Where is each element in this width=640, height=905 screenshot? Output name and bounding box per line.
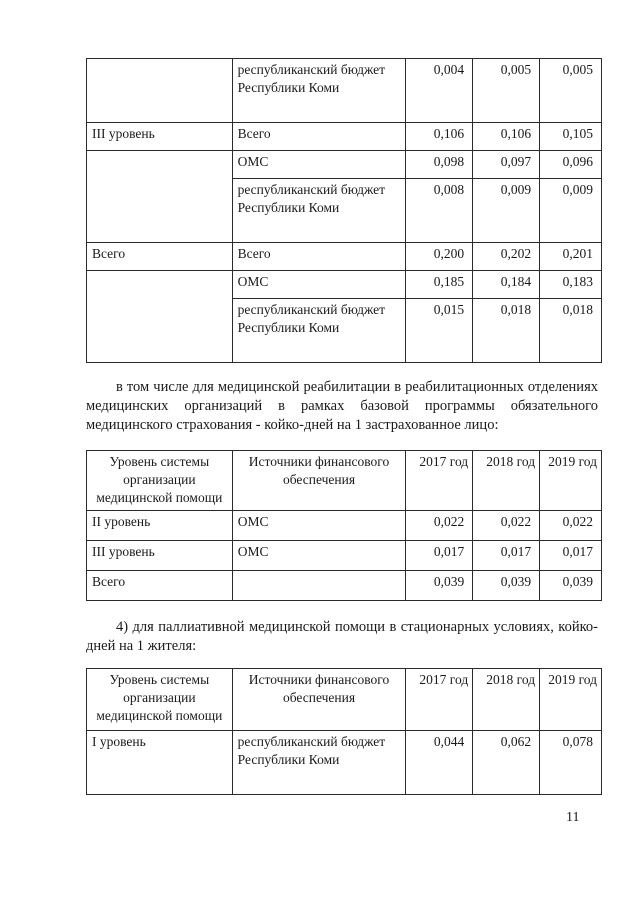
value-2018: 0,039 <box>473 571 540 601</box>
level-cell <box>87 151 233 243</box>
source-cell: республиканский бюджет Республики Коми <box>232 299 406 363</box>
level-cell: I уровень <box>87 731 233 795</box>
source-cell: ОМС <box>232 511 406 541</box>
source-cell: ОМС <box>232 541 406 571</box>
palliative-paragraph <box>86 618 598 656</box>
value-2019: 0,078 <box>540 731 602 795</box>
value-2017: 0,185 <box>406 271 473 299</box>
source-cell: республиканский бюджет Республики Коми <box>232 59 406 123</box>
value-2019: 0,018 <box>540 299 602 363</box>
header-2018: 2018 год <box>473 669 540 731</box>
header-2019: 2019 год <box>540 451 602 511</box>
table-row <box>87 151 602 179</box>
value-2018: 0,202 <box>473 243 540 271</box>
value-2019: 0,009 <box>540 179 602 243</box>
header-2017: 2017 год <box>406 451 473 511</box>
value-2018: 0,022 <box>473 511 540 541</box>
level-cell: Всего <box>87 571 233 601</box>
source-cell: республиканский бюджет Республики Коми <box>232 731 406 795</box>
header-source: Источники финансового обеспечения <box>232 669 406 731</box>
source-cell <box>232 571 406 601</box>
paragraph-text: в том числе для медицинской реабилитации в реабилитационных отделениях медицинских организаций в рамках базовой программы обязательного медицинского страхования - койко-дней на 1 застрахованное лицо: <box>86 379 598 433</box>
level-cell: III уровень <box>87 541 233 571</box>
value-2019: 0,039 <box>540 571 602 601</box>
value-2018: 0,106 <box>473 123 540 151</box>
table-palliative <box>86 668 602 795</box>
source-cell: ОМС <box>232 151 406 179</box>
table-rehabilitation <box>86 450 602 601</box>
source-cell: ОМС <box>232 271 406 299</box>
table-row <box>87 271 602 299</box>
header-level: Уровень системы организации медицинской помощи <box>87 669 233 731</box>
table-header-row <box>87 669 602 731</box>
paragraph-text: 4) для паллиативной медицинской помощи в стационарных условиях, койко-дней на 1 жителя: <box>86 619 598 654</box>
value-2018: 0,009 <box>473 179 540 243</box>
source-cell: Всего <box>232 243 406 271</box>
table-row <box>87 511 602 541</box>
source-cell: Всего <box>232 123 406 151</box>
value-2018: 0,184 <box>473 271 540 299</box>
level-cell: Всего <box>87 243 233 271</box>
value-2017: 0,008 <box>406 179 473 243</box>
value-2017: 0,200 <box>406 243 473 271</box>
value-2019: 0,096 <box>540 151 602 179</box>
header-level: Уровень системы организации медицинской помощи <box>87 451 233 511</box>
value-2018: 0,097 <box>473 151 540 179</box>
value-2017: 0,098 <box>406 151 473 179</box>
value-2017: 0,022 <box>406 511 473 541</box>
value-2019: 0,005 <box>540 59 602 123</box>
value-2018: 0,018 <box>473 299 540 363</box>
value-2017: 0,017 <box>406 541 473 571</box>
level-cell: III уровень <box>87 123 233 151</box>
value-2019: 0,183 <box>540 271 602 299</box>
value-2019: 0,017 <box>540 541 602 571</box>
table-row <box>87 123 602 151</box>
value-2019: 0,105 <box>540 123 602 151</box>
header-2017: 2017 год <box>406 669 473 731</box>
source-cell: республиканский бюджет Республики Коми <box>232 179 406 243</box>
table-row <box>87 731 602 795</box>
page-number: 11 <box>566 810 580 825</box>
value-2019: 0,201 <box>540 243 602 271</box>
value-2017: 0,004 <box>406 59 473 123</box>
table-header-row <box>87 451 602 511</box>
header-2019: 2019 год <box>540 669 602 731</box>
table-row <box>87 541 602 571</box>
value-2018: 0,062 <box>473 731 540 795</box>
value-2019: 0,022 <box>540 511 602 541</box>
level-cell: II уровень <box>87 511 233 541</box>
table-row <box>87 59 602 123</box>
table-row <box>87 243 602 271</box>
table-row <box>87 571 602 601</box>
value-2017: 0,044 <box>406 731 473 795</box>
level-cell <box>87 59 233 123</box>
table-bed-days-continued <box>86 58 602 363</box>
value-2018: 0,017 <box>473 541 540 571</box>
rehabilitation-paragraph <box>86 378 598 435</box>
header-2018: 2018 год <box>473 451 540 511</box>
value-2017: 0,015 <box>406 299 473 363</box>
header-source: Источники финансового обеспечения <box>232 451 406 511</box>
value-2017: 0,106 <box>406 123 473 151</box>
value-2018: 0,005 <box>473 59 540 123</box>
value-2017: 0,039 <box>406 571 473 601</box>
level-cell <box>87 271 233 363</box>
